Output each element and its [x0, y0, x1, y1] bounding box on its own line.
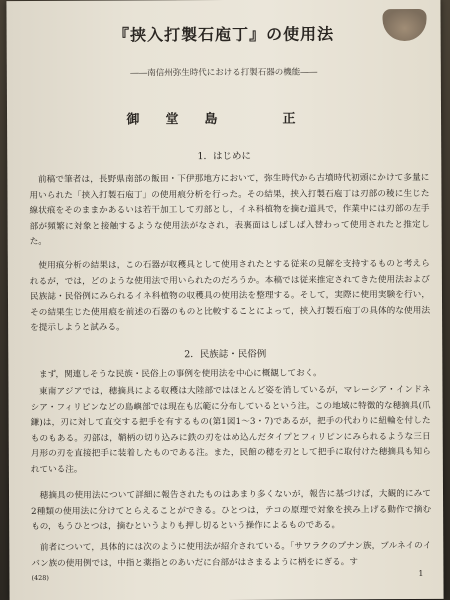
- document-page: [6, 0, 443, 600]
- paragraph: 穂摘具の使用法について詳細に報告されたものはあまり多くないが，報告に基づけば，大観的にみて2種類の使用法に分けてとらえることができる。ひとつは，テコの原理で対象を挟み上げる動作で摘むもの，もうひとつは，摘むというよりも押し切るという操作によるものである。: [31, 488, 432, 533]
- paragraph: 使用痕分析の結果は，この石器が収穫具として使用されたとする従来の見解を支持するものと考えられるが，では，どのような使用法で用いられたのだろうか。本稿では従来推定されてきた使用法および民族誌・民俗例にみられるイネ科植物の収穫具の使用法を整理する。そして，実際に使用実験を行い，その結果生じた使用痕を前述の石器のものと比較することによって，挟入打製石庖丁の具体的な使用法を提示しようと試みる。: [29, 258, 431, 334]
- paragraph: 前稿で筆者は，長野県南部の飯田・下伊那地方において，弥生時代から古墳時代初頭にかけて多量に用いられた「挟入打製石庖丁」の使用痕分析を行った。その結果，挟入打製石庖丁は刃部の稜に生じた線状痕をそのままかあるいは若干加工して刃部とし，イネ科植物を摘む道具で，作業中には刃部の左手部が頻繁に対象と接触するような使用法がなされ，表裏面はしばしば入替わって使用されたと推定した。: [29, 172, 430, 248]
- author-name: 御堂島 正: [126, 111, 322, 128]
- page-title: 『挟入打製石庖丁』の使用法: [113, 24, 335, 45]
- page-number: 1: [418, 568, 424, 578]
- paragraph: 東南アジアでは，穂摘具による収穫は大陸部ではほとんど姿を消しているが，マレーシア・インドネシア・フィリピンなどの島嶼部では現在も広範に分布しているという注。この地域に特徴的な穂摘具(爪鎌)は，刃に対して直交する把手を有するもの(第1図1〜3・7)であるが，把手の代わりに紐輪を付したものもある。刃部は，鞘柄の切り込みに鉄の刃をはめ込んだタイプとフィリピンにみられるような三日月形の刃を直接把手に装着したものである注。また，民館の穂を刃として把手に取付けた穂摘具も知られている注。: [30, 384, 431, 475]
- section-heading-introduction: 1．はじめに: [197, 150, 252, 163]
- paragraph: 前者について，具体的には次のように使用法が紹介されている。「サワラクのプナン族，ブルネイのイバン族の使用例では，中指と薬指とのあいだに台部がはさまるように柄をにぎる。す: [31, 540, 432, 569]
- footer-page-ref: (428): [31, 573, 49, 583]
- paragraph: まず，関連しそうな民族・民俗上の事例を使用法を中心に概観しておく。: [38, 368, 322, 380]
- section-heading-ethnography: 2．民族誌・民俗例: [184, 348, 267, 361]
- page-subtitle: ――南信州弥生時代における打製石器の機能――: [130, 67, 318, 79]
